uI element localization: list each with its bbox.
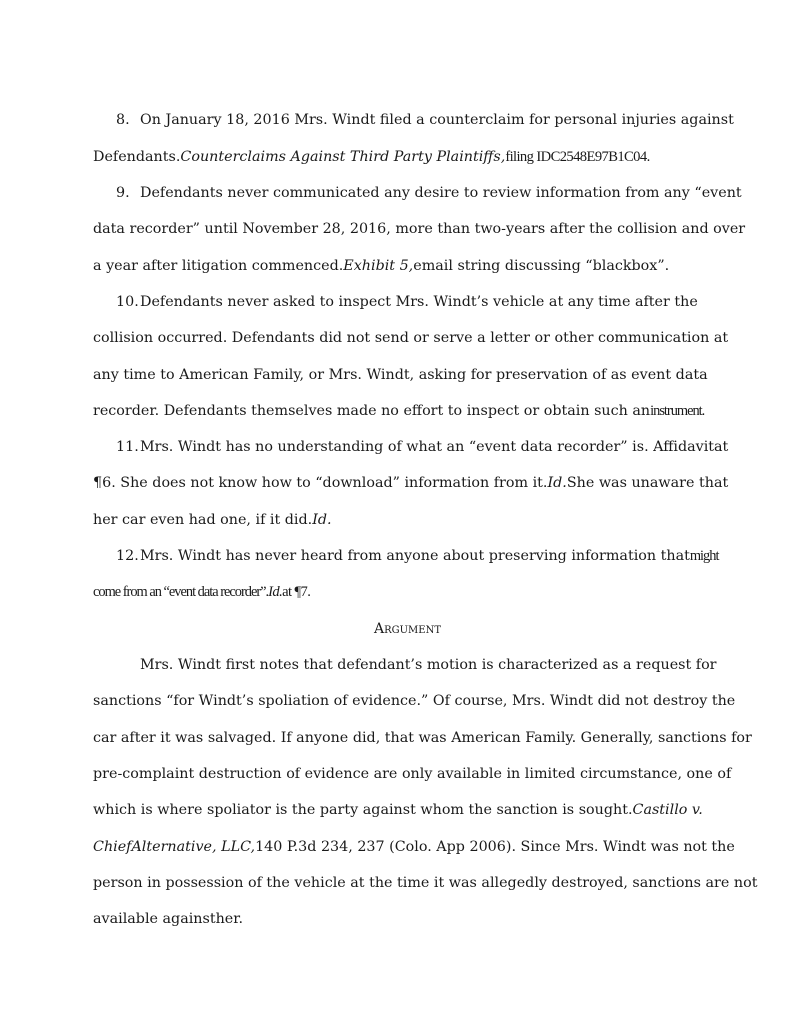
para-citation: Castillo v. — [632, 802, 703, 818]
para-9-line-1 — [116, 183, 742, 203]
para-text: might — [689, 548, 719, 564]
para-text: Defendants never communicated any desire to review information from any “event — [140, 185, 742, 201]
para-10-line-4 — [93, 401, 704, 421]
para-text: pre-complaint destruction of evidence are only available in limited circumstance, one of — [93, 766, 732, 782]
para-text: email string discussing “blackbox”. — [413, 258, 670, 274]
para-citation: Id. — [547, 475, 567, 491]
argument-line-1 — [140, 655, 717, 675]
para-text: sanctions “for Windt’s spoliation of evidence.” Of course, Mrs. Windt did not destroy the — [93, 693, 736, 709]
para-text: at ¶7. — [282, 584, 311, 600]
para-citation: Exhibit 5, — [343, 258, 414, 274]
para-11-line-3 — [93, 510, 332, 530]
para-text: recorder. Defendants themselves made no effort to inspect or obtain such an — [93, 403, 651, 419]
argument-line-6 — [93, 837, 735, 857]
argument-line-7 — [93, 873, 757, 893]
para-text: person in possession of the vehicle at the time it was allegedly destroyed, sanctions are not — [93, 875, 758, 891]
para-11-line-1 — [116, 437, 728, 457]
para-citation: Counterclaims Against Third Party Plaintiffs, — [180, 149, 506, 165]
para-text: collision occurred. Defendants did not send or serve a letter or other communication at — [93, 330, 729, 346]
para-text: her car even had one, if it did. — [93, 512, 313, 528]
para-text: Defendants never asked to inspect Mrs. Windt’s vehicle at any time after the — [140, 294, 698, 310]
para-number: 10. — [116, 294, 139, 310]
para-text: which is where spoliator is the party against whom the sanction is sought. — [93, 802, 633, 818]
para-citation: ChiefAlternative, LLC, — [93, 839, 256, 855]
para-10-line-1 — [116, 292, 698, 312]
para-text: On January 18, 2016 Mrs. Windt filed a counterclaim for personal injuries against — [140, 112, 734, 128]
para-8-line-2 — [93, 147, 650, 167]
argument-line-2 — [93, 691, 735, 711]
para-number: 11. — [116, 439, 139, 455]
para-text: ¶6. She does not know how to “download” information from it. — [93, 475, 548, 491]
para-12-line-2 — [93, 582, 310, 602]
para-number: 9. — [116, 185, 130, 201]
para-9-line-2 — [93, 219, 745, 239]
para-9-line-3 — [93, 256, 669, 276]
para-text: Mrs. Windt has never heard from anyone about preserving information that — [140, 548, 690, 564]
section-heading: Argument — [373, 621, 441, 637]
para-text: instrument. — [650, 403, 705, 419]
para-text: Defendants. — [93, 149, 181, 165]
para-text: 140 P.3d 234, 237 (Colo. App 2006). Since Mrs. Windt was not the — [255, 839, 735, 855]
para-text: car after it was salvaged. If anyone did, that was American Family. Generally, sanctions for — [93, 730, 752, 746]
para-citation: Id. — [312, 512, 332, 528]
para-10-line-2 — [93, 328, 728, 348]
para-text: a year after litigation commenced. — [93, 258, 344, 274]
para-number: 8. — [116, 112, 130, 128]
para-text: any time to American Family, or Mrs. Windt, asking for preservation of as event data — [93, 367, 708, 383]
argument-line-8 — [93, 909, 243, 929]
para-text: available againsther. — [93, 911, 244, 927]
para-text: come from an “event data recorder”. — [93, 584, 269, 600]
para-text: She was unaware that — [566, 475, 729, 491]
para-12-line-1 — [116, 546, 718, 566]
para-text: Mrs. Windt has no understanding of what an “event data recorder” is. Affidavitat — [140, 439, 729, 455]
para-text: filing IDC2548E97B1C04. — [505, 149, 650, 165]
para-citation: Id. — [268, 584, 283, 600]
argument-line-5 — [93, 800, 703, 820]
para-8-line-1 — [116, 110, 734, 130]
para-text: Mrs. Windt first notes that defendant’s motion is characterized as a request for — [140, 657, 717, 673]
argument-line-3 — [93, 728, 752, 748]
para-number: 12. — [116, 548, 139, 564]
para-text: data recorder” until November 28, 2016, more than two-years after the collision and over — [93, 221, 746, 237]
para-11-line-2 — [93, 473, 728, 493]
argument-line-4 — [93, 764, 731, 784]
para-10-line-3 — [93, 365, 708, 385]
